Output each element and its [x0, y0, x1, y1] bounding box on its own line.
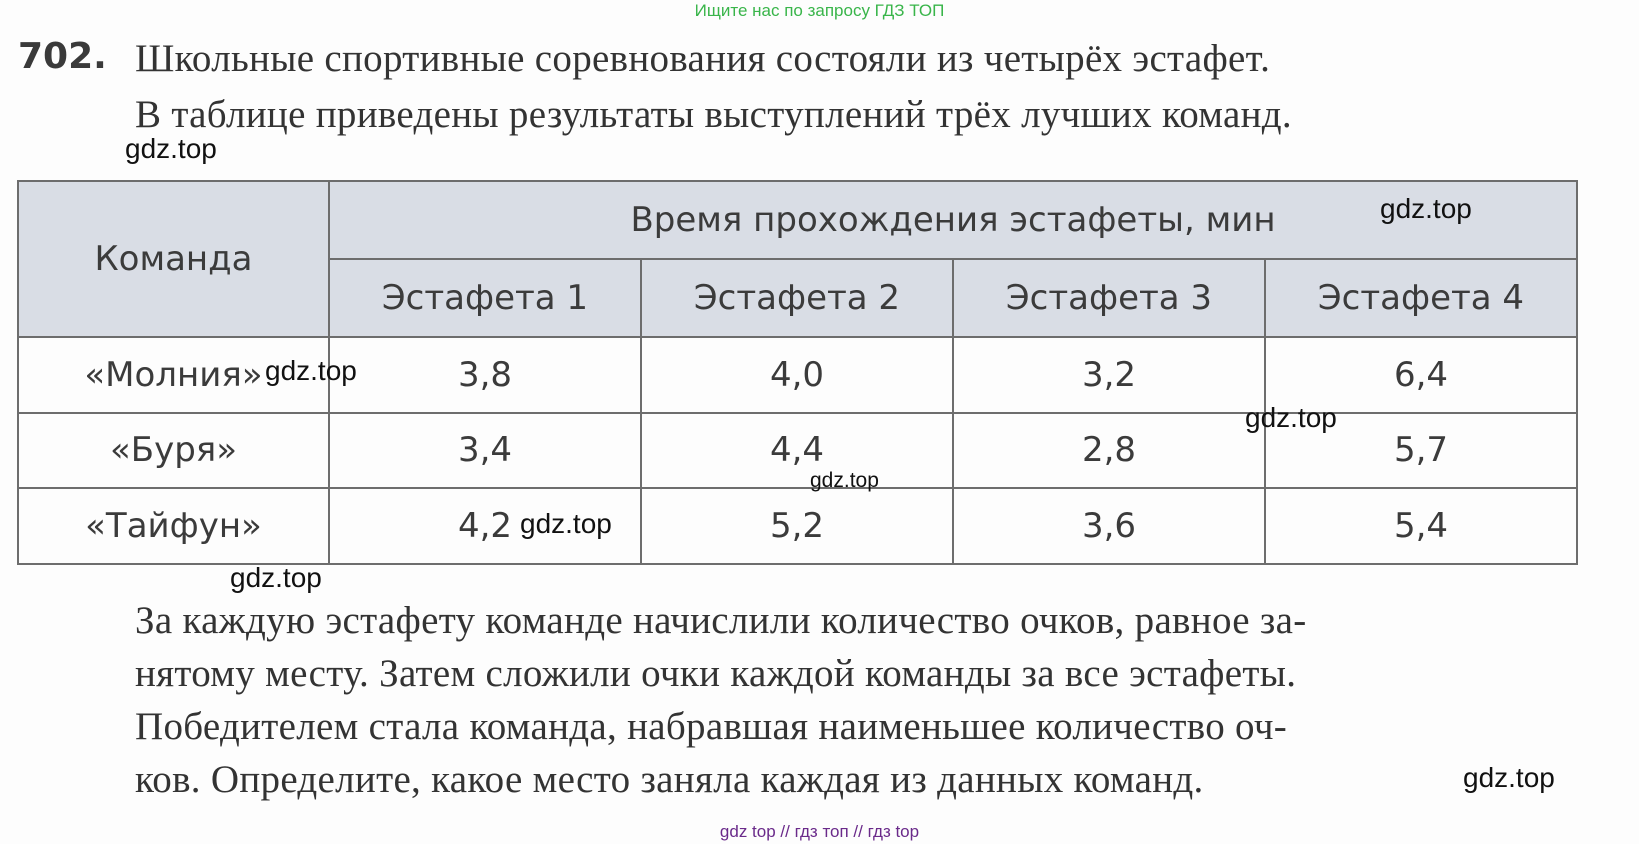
team-name: «Тайфун»	[18, 488, 329, 564]
watermark: gdz.top	[1463, 762, 1555, 793]
intro-line-1: Школьные спортивные соревнования состояли из четырёх эстафет.	[135, 37, 1271, 80]
watermark: gdz.top	[520, 508, 612, 539]
time-cell: 5,7	[1265, 413, 1577, 489]
task-line-3: Победителем стала команда, набравшая наименьшее количество оч-	[135, 705, 1288, 748]
team-name: «Буря»	[18, 413, 329, 489]
task-line-4: ков. Определите, какое место заняла каждая из данных команд.	[135, 758, 1204, 801]
watermark: gdz.top	[1245, 402, 1337, 433]
time-cell: 5,2	[641, 488, 953, 564]
watermark: gdz.top	[265, 355, 357, 386]
task-line-1: За каждую эстафету команде начислили количество очков, равное за-	[135, 599, 1307, 642]
relay-header-3: Эстафета 3	[953, 259, 1265, 337]
time-cell: 3,8	[329, 337, 641, 413]
watermark: gdz.top	[1380, 193, 1472, 224]
time-cell: 4,2	[329, 488, 641, 564]
time-cell: 3,4	[329, 413, 641, 489]
watermark: gdz.top	[810, 469, 879, 492]
time-cell: 4,0	[641, 337, 953, 413]
intro-line-2: В таблице приведены результаты выступлений трёх лучших команд.	[135, 93, 1292, 136]
bottom-links[interactable]: gdz top // гдз топ // гдз top	[719, 822, 920, 841]
time-cell: 2,8	[953, 413, 1265, 489]
team-column-header: Команда	[18, 181, 329, 337]
time-cell: 3,6	[953, 488, 1265, 564]
problem-number: 702.	[18, 36, 107, 77]
time-cell: 5,4	[1265, 488, 1577, 564]
watermark: gdz.top	[125, 133, 217, 164]
relay-header-4: Эстафета 4	[1265, 259, 1577, 337]
table-row	[18, 413, 1577, 489]
results-table	[17, 180, 1578, 565]
watermark: gdz.top	[230, 562, 322, 593]
table-row	[18, 337, 1577, 413]
time-cell: 3,2	[953, 337, 1265, 413]
relay-header-1: Эстафета 1	[329, 259, 641, 337]
team-name: «Молния»	[18, 337, 329, 413]
time-cell: 4,4	[641, 413, 953, 489]
time-cell: 6,4	[1265, 337, 1577, 413]
task-line-2: нятому месту. Затем сложили очки каждой команды за все эстафеты.	[135, 652, 1297, 695]
table-row	[18, 488, 1577, 564]
time-header: Время прохождения эстафеты, мин	[329, 181, 1577, 259]
relay-header-2: Эстафета 2	[641, 259, 953, 337]
search-banner[interactable]: Ищите нас по запросу ГДЗ ТОП	[694, 1, 945, 20]
